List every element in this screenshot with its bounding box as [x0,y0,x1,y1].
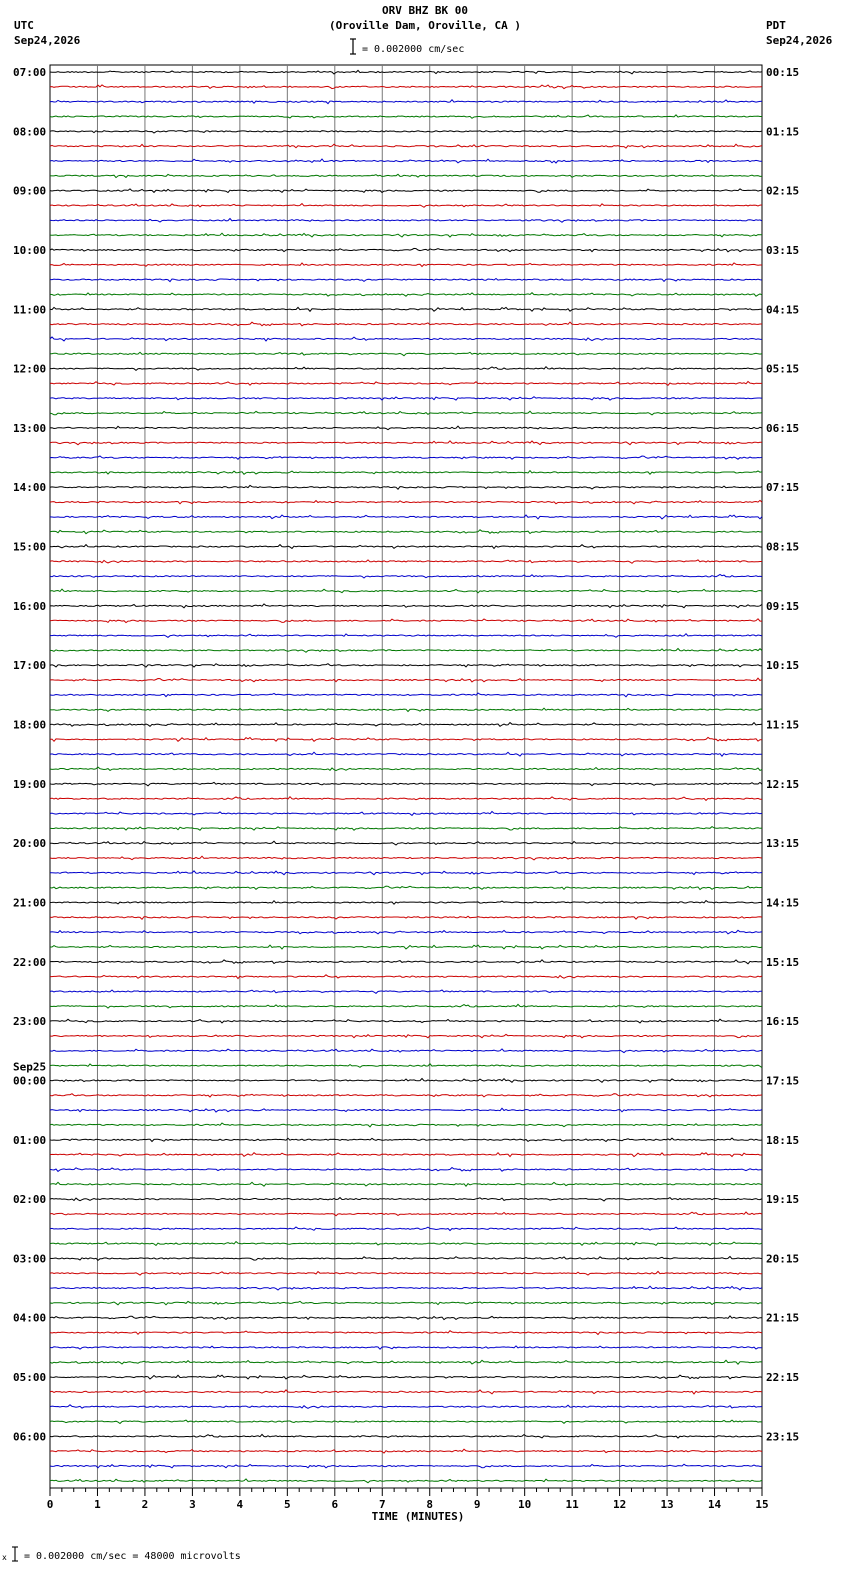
trace-line [50,545,762,549]
trace-line [50,1271,762,1275]
trace-line [50,1019,762,1023]
trace-line [50,1212,762,1216]
x-tick-label: 10 [518,1498,532,1511]
trace-line [50,812,762,816]
trace-line [50,1198,762,1201]
x-tick-label: 9 [473,1498,481,1511]
left-hour-label: 18:00 [13,718,47,732]
left-hour-label: 05:00 [13,1371,47,1384]
x-tick-label: 6 [331,1498,339,1511]
left-hour-label: 23:00 [13,1015,47,1029]
trace-line [50,530,762,534]
trace-line [50,871,762,875]
trace-line [50,1286,762,1290]
trace-line [50,1242,762,1246]
trace-line [50,1449,762,1453]
trace-line [50,1064,762,1068]
trace-line [50,130,762,133]
x-tick-label: 15 [755,1498,769,1511]
trace-line [50,1168,762,1172]
trace-line [50,233,762,237]
left-hour-label: 14:00 [13,481,47,495]
trace-line [50,1049,762,1053]
x-axis-title: TIME (MINUTES) [371,1510,465,1523]
left-hour-label: 15:00 [13,540,47,554]
trace-line [50,916,762,919]
right-hour-label: 08:15 [766,540,800,554]
x-tick-label: 12 [612,1498,627,1511]
trace-line [50,664,762,667]
trace-line [50,70,762,74]
trace-line [50,174,762,177]
right-hour-label: 22:15 [766,1371,800,1384]
right-hour-label: 06:15 [766,421,800,435]
footer-scale-label: = 0.002000 cm/sec = 48000 microvolts [24,1551,241,1562]
right-hour-label: 03:15 [766,244,800,257]
trace-line [50,1390,762,1394]
trace-line [50,945,762,949]
left-hour-label: 17:00 [13,659,47,673]
left-hour-label: 11:00 [13,303,47,317]
x-tick-label: 14 [707,1498,722,1511]
trace-line [50,1108,762,1112]
trace-line [50,1034,762,1037]
trace-line [50,397,762,400]
left-hour-label: 20:00 [13,837,47,851]
left-hour-label: 12:00 [13,362,47,376]
station-title: ORV BHZ BK 00 [381,4,469,17]
right-hour-label: 05:15 [766,362,800,376]
trace-line [50,367,762,371]
trace-line [50,767,762,771]
trace-line [50,1360,762,1364]
x-tick-label: 13 [660,1498,674,1511]
trace-line [50,604,762,608]
trace-line [50,144,762,148]
right-hour-label: 12:15 [766,777,800,791]
trace-line [50,1301,762,1305]
trace-line [50,827,762,831]
right-hour-label: 16:15 [766,1015,800,1029]
right-hour-label: 10:15 [766,659,800,673]
station-location: (Oroville Dam, Oroville, CA ) [328,19,522,32]
trace-line [50,841,762,845]
trace-line [50,337,762,341]
left-hour-label: 16:00 [13,599,47,613]
trace-line [50,560,762,563]
trace-line [50,1153,762,1157]
left-hour-label: 02:00 [13,1193,47,1207]
trace-line [50,782,762,785]
footer-scale-bar-icon [2,1545,20,1563]
trace-line [50,85,762,89]
trace-line [50,1079,762,1083]
trace-line [50,500,762,503]
left-date: Sep24,2026 [14,34,81,47]
trace-line [50,293,762,297]
trace-line [50,886,762,889]
trace-line [50,1405,762,1409]
left-hour-label: 00:00 [13,1074,47,1088]
trace-line [50,441,762,445]
left-hour-label: 13:00 [13,421,47,435]
trace-line [50,990,762,993]
trace-line [50,219,762,223]
left-hour-label: 10:00 [13,244,47,257]
trace-line [50,1434,762,1438]
trace-line [50,930,762,934]
trace-line [50,485,762,489]
right-hour-label: 17:15 [766,1074,800,1088]
trace-line [50,1094,762,1097]
x-tick-label: 0 [46,1498,54,1511]
trace-line [50,263,762,267]
trace-line [50,1123,762,1127]
trace-line [50,1138,762,1141]
trace-line [50,1004,762,1008]
left-hour-label: 06:00 [13,1430,47,1444]
left-hour-label: 07:00 [13,66,47,79]
plot-frame [50,65,762,1488]
trace-line [50,322,762,326]
trace-line [50,589,762,593]
right-date: Sep24,2026 [766,34,833,47]
trace-line [50,737,762,741]
trace-line [50,1182,762,1186]
trace-line [50,1346,762,1349]
x-tick-label: 5 [284,1498,291,1511]
trace-line [50,1331,762,1335]
right-hour-label: 01:15 [766,125,800,139]
x-tick-label: 8 [426,1498,434,1511]
right-hour-label: 21:15 [766,1311,800,1325]
svg-text:x: x [2,1553,7,1562]
trace-line [50,1257,762,1261]
trace-line [50,515,762,519]
trace-line [50,723,762,727]
trace-line [50,456,762,459]
trace-line [50,960,762,964]
left-hour-label: 04:00 [13,1311,47,1325]
trace-line [50,352,762,355]
left-hour-label: 01:00 [13,1133,47,1147]
trace-line [50,1479,762,1483]
x-tick-label: 11 [565,1498,579,1511]
right-hour-label: 20:15 [766,1252,800,1266]
right-hour-label: 11:15 [766,718,800,732]
trace-line [50,693,762,697]
trace-line [50,382,762,386]
trace-line [50,649,762,653]
trace-line [50,279,762,282]
right-hour-label: 23:15 [766,1430,800,1444]
right-hour-label: 14:15 [766,896,800,910]
trace-line [50,619,762,623]
trace-line [50,1227,762,1231]
right-hour-label: 13:15 [766,837,800,851]
trace-line [50,189,762,193]
x-tick-label: 2 [141,1498,149,1511]
trace-line [50,471,762,475]
right-timezone: PDT [766,19,786,32]
trace-line [50,634,762,638]
trace-line [50,248,762,251]
right-hour-label: 15:15 [766,955,800,969]
trace-line [50,678,762,682]
left-timezone: UTC [14,19,34,32]
trace-line [50,975,762,979]
trace-line [50,426,762,430]
right-hour-label: 18:15 [766,1133,800,1147]
trace-line [50,159,762,163]
left-hour-label: 09:00 [13,184,47,198]
right-hour-label: 09:15 [766,599,800,613]
trace-line [50,708,762,711]
trace-line [50,115,762,118]
x-tick-label: 7 [378,1498,386,1511]
trace-line [50,856,762,860]
scale-label: = 0.002000 cm/sec [362,44,465,55]
trace-line [50,575,762,579]
right-hour-label: 00:15 [766,66,800,79]
trace-line [50,1420,762,1423]
trace-line [50,752,762,756]
trace-line [50,1375,762,1379]
right-hour-label: 19:15 [766,1193,800,1207]
right-hour-label: 02:15 [766,184,800,198]
right-hour-label: 04:15 [766,303,800,317]
trace-line [50,411,762,415]
left-hour-label: 21:00 [13,896,47,910]
date-change-label: Sep25 [13,1060,47,1074]
trace-line [50,901,762,905]
left-hour-label: 08:00 [13,125,47,139]
left-hour-label: 03:00 [13,1252,47,1266]
trace-line [50,307,762,311]
left-hour-label: 19:00 [13,777,47,791]
x-tick-label: 4 [236,1498,244,1511]
x-tick-label: 3 [189,1498,196,1511]
trace-line [50,797,762,801]
trace-line [50,1464,762,1468]
x-tick-label: 1 [94,1498,101,1511]
trace-line [50,204,762,208]
left-hour-label: 22:00 [13,955,47,969]
trace-line [50,100,762,104]
trace-line [50,1316,762,1320]
right-hour-label: 07:15 [766,481,800,495]
